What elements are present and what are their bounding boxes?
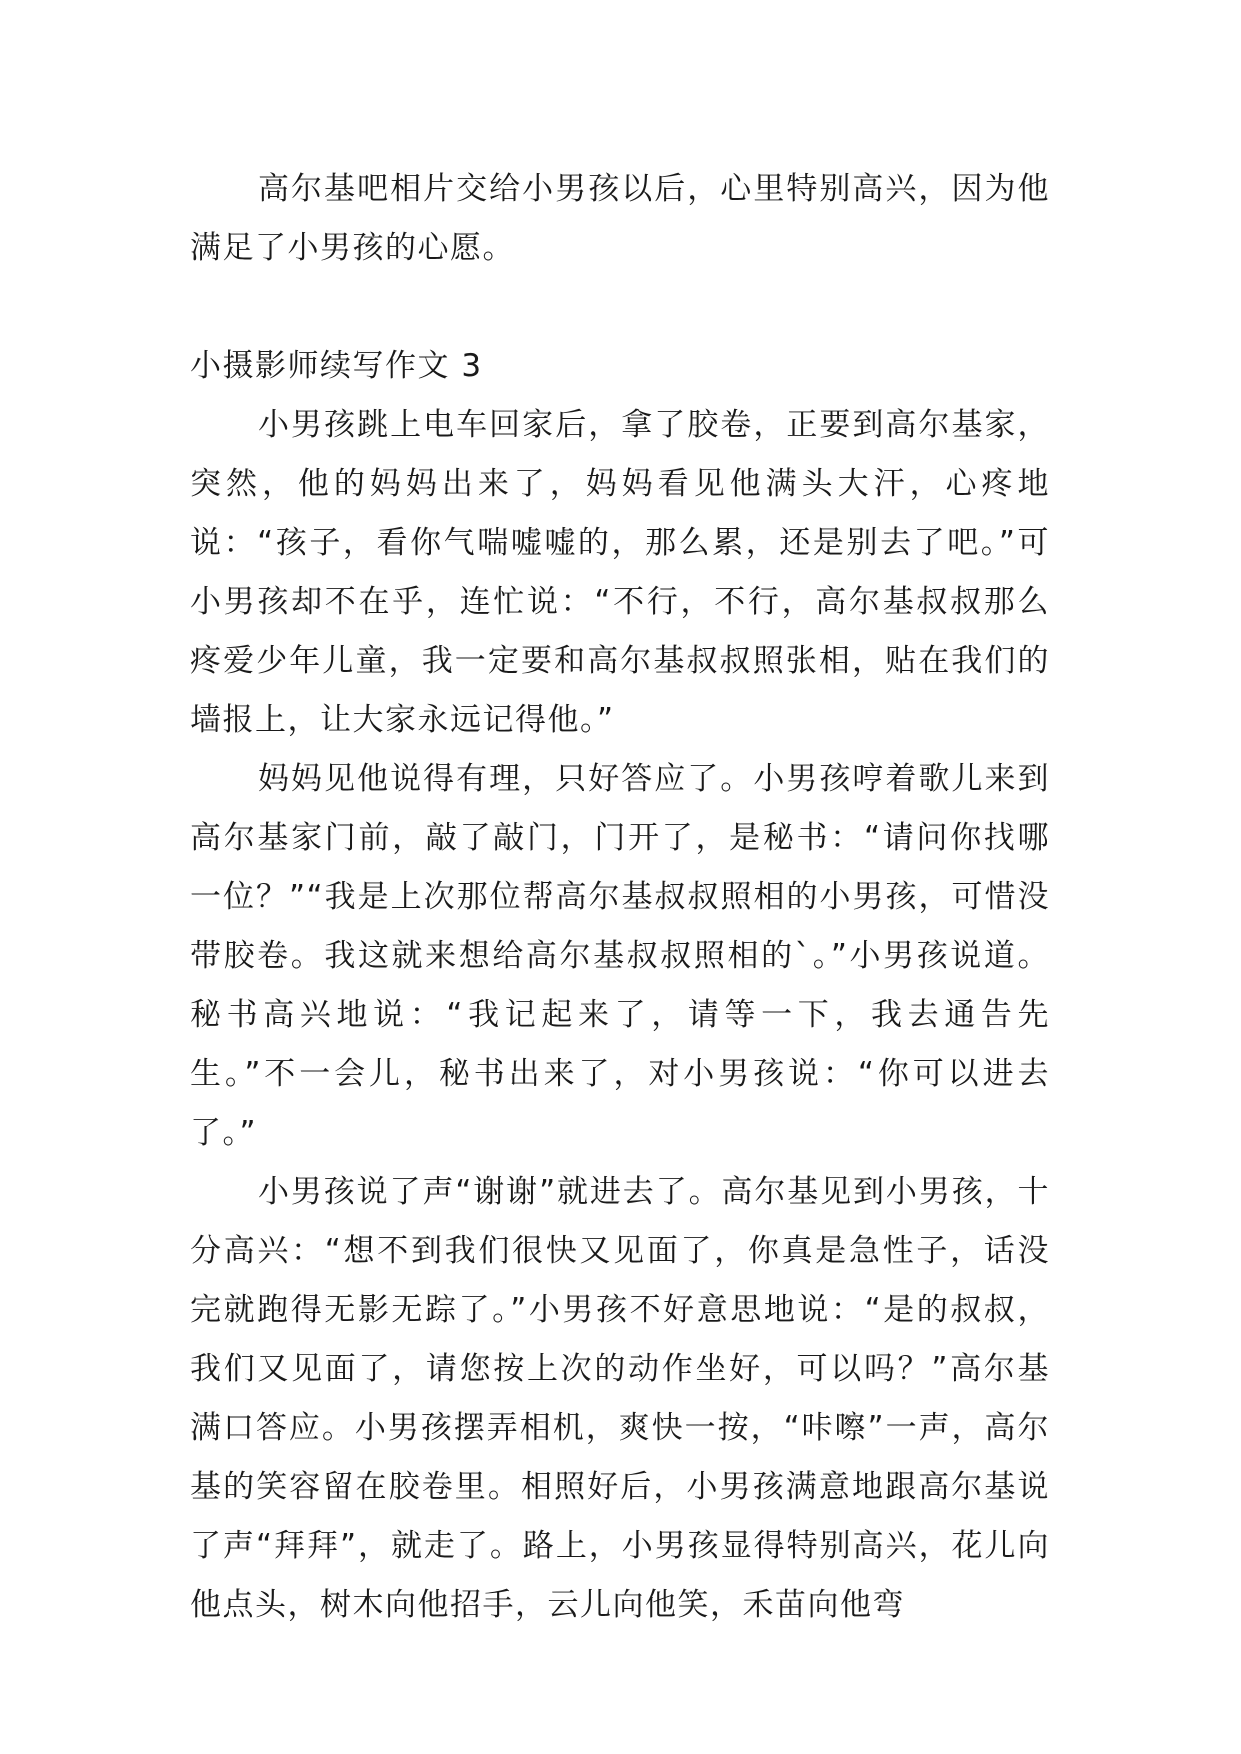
document-body [190,160,1050,1635]
section-title: 小摄影师续写作文 3 [190,348,483,384]
body-paragraph-1: 小男孩跳上电车回家后，拿了胶卷，正要到高尔基家，突然，他的妈妈出来了，妈妈看见他满头大汗，心疼地说：“孩子，看你气喘嘘嘘的，那么累，还是别去了吧。”可小男孩却不在乎，连忙说：“不行，不行，高尔基叔叔那么疼爱少年儿童，我一定要和高尔基叔叔照张相，贴在我们的墙报上，让大家永远记得他。” [190,407,1050,738]
body-paragraph-3: 小男孩说了声“谢谢”就进去了。高尔基见到小男孩，十分高兴：“想不到我们很快又见面了，你真是急性子，话没完就跑得无影无踪了。”小男孩不好意思地说：“是的叔叔，我们又见面了，请您按上次的动作坐好，可以吗？”高尔基满口答应。小男孩摆弄相机，爽快一按，“咔嚓”一声，高尔基的笑容留在胶卷里。相照好后，小男孩满意地跟高尔基说了声“拜拜”，就走了。路上，小男孩显得特别高兴，花儿向他点头，树木向他招手，云儿向他笑，禾苗向他弯 [190,1174,1050,1623]
body-paragraph-2: 妈妈见他说得有理，只好答应了。小男孩哼着歌儿来到高尔基家门前，敲了敲门，门开了，是秘书：“请问你找哪一位？”“我是上次那位帮高尔基叔叔照相的小男孩，可惜没带胶卷。我这就来想给高尔基叔叔照相的`。”小男孩说道。秘书高兴地说：“我记起来了，请等一下，我去通告先生。”不一会儿，秘书出来了，对小男孩说：“你可以进去了。” [190,761,1050,1151]
intro-paragraph: 高尔基吧相片交给小男孩以后，心里特别高兴，因为他满足了小男孩的心愿。 [190,171,1050,266]
